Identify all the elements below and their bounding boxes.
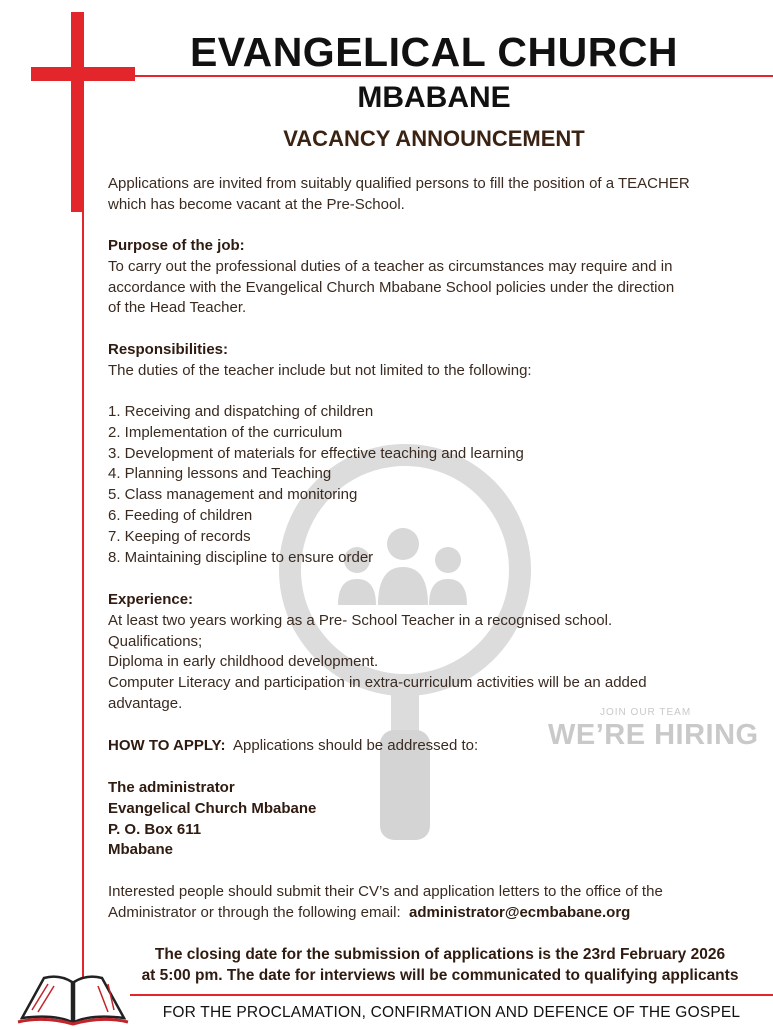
address-line: Mbabane [108, 841, 174, 859]
how-to-apply-text: Applications should be addressed to: [233, 737, 479, 754]
bible-icon [14, 966, 132, 1026]
list-item: 7. Keeping of records [108, 527, 251, 545]
address-line: P. O. Box 611 [108, 820, 202, 838]
purpose-line: of the Head Teacher. [108, 299, 247, 317]
how-to-apply-label: HOW TO APPLY: [108, 737, 226, 754]
page-title: EVANGELICAL CHURCH [189, 29, 679, 75]
purpose-line: To carry out the professional duties of a teacher as circumstances may require and in [108, 257, 673, 275]
email-link[interactable]: administrator@ecmbabane.org [408, 903, 631, 921]
left-rule [82, 200, 84, 980]
experience-heading: Experience: [108, 591, 194, 608]
cross-vertical [71, 12, 84, 212]
purpose-line: accordance with the Evangelical Church Mbabane School policies under the direction [108, 278, 675, 296]
footer-motto: FOR THE PROCLAMATION, CONFIRMATION AND DEFENCE OF THE GOSPEL [162, 1004, 741, 1021]
submit-line: Administrator or through the following email: [108, 903, 401, 921]
closing-line: at 5:00 pm. The date for interviews will be communicated to qualifying applicants [141, 967, 739, 984]
responsibilities-heading: Responsibilities: [108, 341, 229, 358]
announcement-heading: VACANCY ANNOUNCEMENT [283, 126, 585, 151]
purpose-section [108, 236, 748, 319]
intro-line: which has become vacant at the Pre-School. [108, 195, 405, 213]
list-item: 6. Feeding of children [108, 506, 253, 524]
submit-line: Interested people should submit their CV’s and application letters to the office of the [108, 883, 663, 900]
responsibilities-intro: The duties of the teacher include but not limited to the following: [108, 361, 532, 379]
intro-paragraph [108, 174, 748, 216]
closing-line: The closing date for the submission of applications is the 23rd February 2026 [154, 946, 726, 963]
list-item: 8. Maintaining discipline to ensure order [108, 548, 374, 566]
address-block [108, 778, 748, 861]
watermark-join-text: JOIN OUR TEAM [600, 707, 692, 718]
watermark-hiring-text: WE’RE HIRING [548, 719, 759, 751]
address-line: The administrator [108, 779, 235, 796]
experience-line: Qualifications; [108, 632, 203, 650]
bottom-rule [130, 994, 773, 996]
responsibilities-list [108, 402, 748, 568]
experience-line: Computer Literacy and participation in extra-curriculum activities will be an added [108, 674, 647, 692]
list-item: 2. Implementation of the curriculum [108, 423, 343, 441]
how-to-apply [108, 736, 748, 757]
list-item: 3. Development of materials for effective teaching and learning [108, 444, 524, 462]
experience-line: At least two years working as a Pre- School Teacher in a recognised school. [108, 611, 613, 629]
experience-line: Diploma in early childhood development. [108, 653, 379, 671]
list-item: 5. Class management and monitoring [108, 486, 358, 504]
purpose-heading: Purpose of the job: [108, 237, 245, 254]
closing-notice [100, 944, 773, 986]
list-item: 4. Planning lessons and Teaching [108, 465, 332, 483]
experience-section [108, 590, 748, 715]
page-subtitle: MBABANE [357, 81, 511, 114]
list-item: 1. Receiving and dispatching of children [108, 403, 374, 420]
experience-line: advantage. [108, 694, 183, 712]
address-line: Evangelical Church Mbabane [108, 799, 317, 817]
submit-paragraph [108, 882, 758, 924]
intro-line: Applications are invited from suitably qualified persons to fill the position of a TEACHER [108, 175, 690, 192]
responsibilities-section [108, 340, 748, 382]
